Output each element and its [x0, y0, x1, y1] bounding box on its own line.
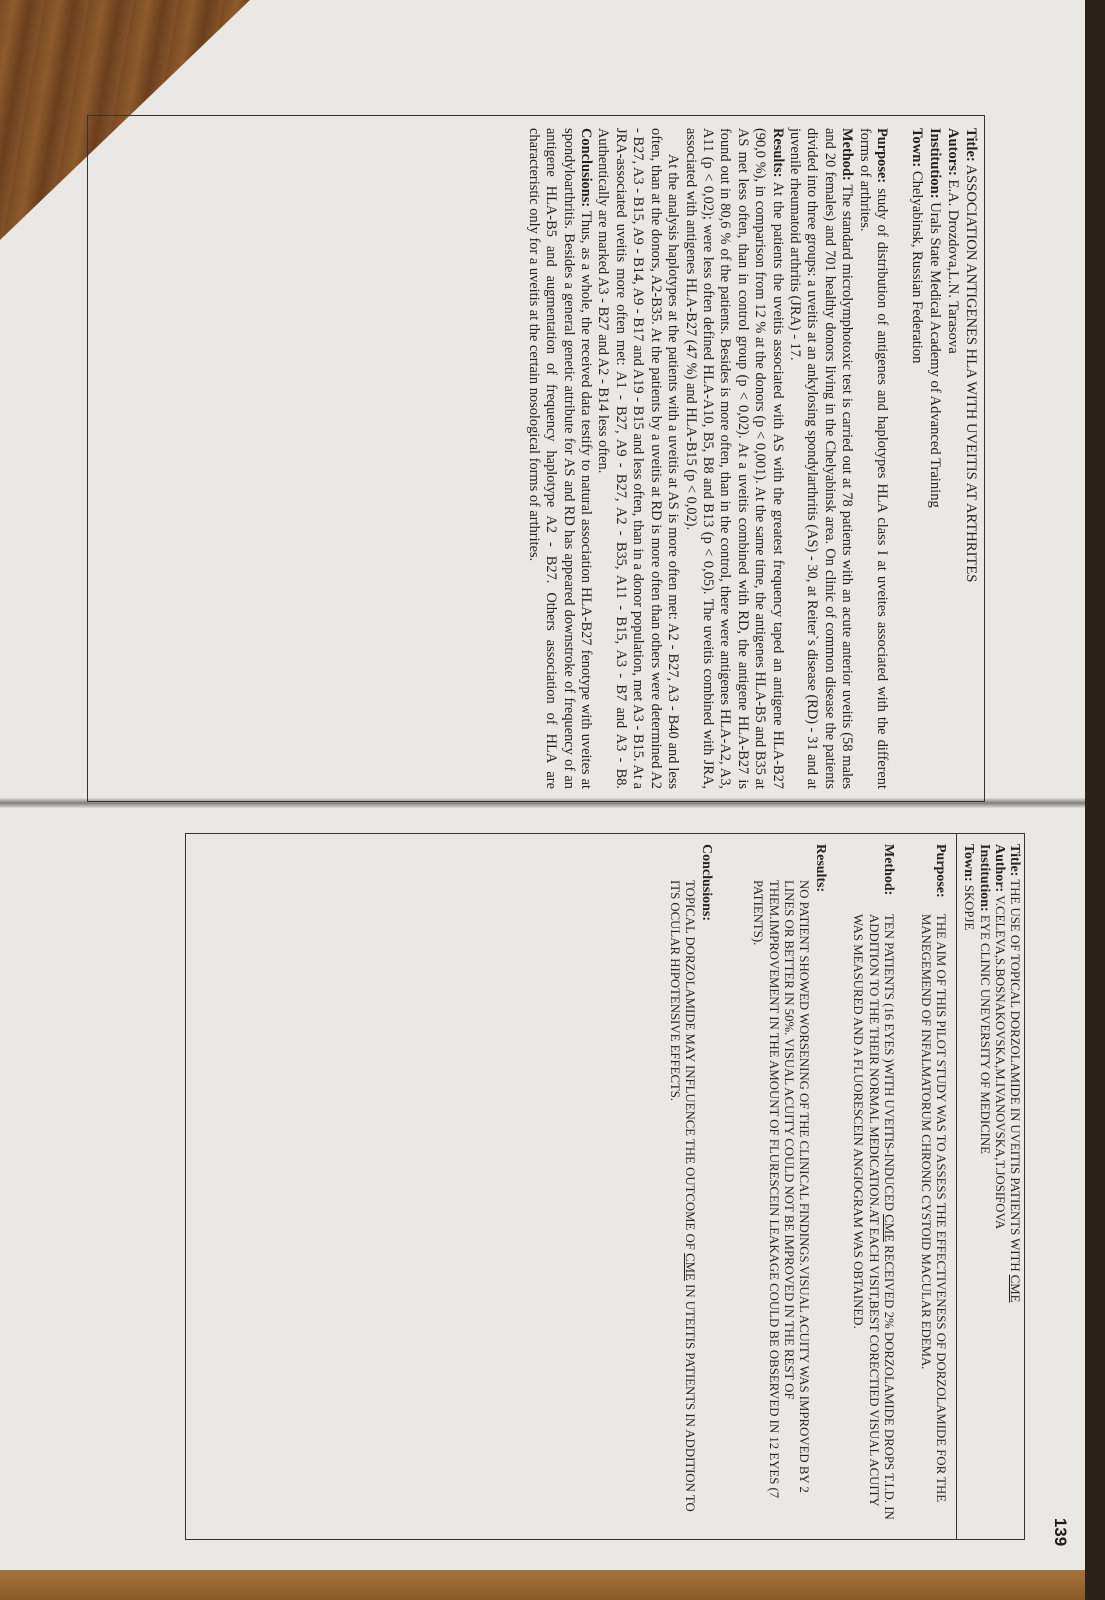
authors: E.A. Drozdova,L.N. Tarasova	[945, 179, 961, 354]
spacer	[890, 128, 908, 789]
authors-line	[944, 128, 962, 789]
method-paragraph	[786, 128, 856, 789]
abstract-title: THE USE OF TOPICAL DORZOLAMIDE IN UVEITIS PATIENTS WITH	[1008, 879, 1022, 1275]
title-label: Title:	[1007, 844, 1022, 877]
abstract-dorzolamide-cme	[185, 833, 1025, 1540]
results-label: Results:	[813, 844, 829, 893]
abstract-header	[956, 834, 1024, 1539]
purpose-label: Purpose:	[874, 128, 890, 184]
institution-line	[926, 128, 944, 789]
town-line	[908, 128, 926, 789]
town-label: Town:	[961, 844, 977, 882]
town: SKOPJE	[962, 884, 977, 931]
results-text: At the patients the uveitis associated with AS with the greatest frequency taped an antigene HLA-B27 (90,0 %), in comparison from 12 % at the donors (p < 0,001). At the same time, the antigenes HLA-B5 and B35 at AS met less often, than in control group (p < 0,02). At a uveitis combined with RD, the antigene HLA-B27 is found out in 80,6 % of the patients. Besides is more often, than in the control, there were antigenes HLA-A2, A3, A11 (p < 0,02); were less often defined HLA-A10, B5, B8 and B13 (p < 0,05). The uveitis combined with JRA, associated with antigenes HLA-B27 (47 %) and HLA-B15 (p < 0,02).	[682, 128, 786, 789]
method-text: The standard microlymphotoxic test is carried out at 78 patients with an acute anterior uveitis (58 males and 20 females) and 701 healthy donors living in the Chelyabinsk area. On clinic of common disease the patients divided into three groups: a uveitis at an ankylosing spondylarthritis (AS) - 30, at Reiter`s disease (RD) - 31 and at juvenile rheumatoid arthritis (JRA) - 17.	[786, 128, 856, 790]
purpose-section	[918, 834, 948, 1539]
institution-label: Institution:	[927, 128, 943, 199]
institution: EYE CLINIC UNEVERSITY OF MEDICINE	[977, 914, 992, 1154]
conclusions-section	[667, 834, 715, 1539]
conclusions-label: Conclusions:	[699, 844, 715, 922]
authors: V.CELEVA,S.BOSNAKOVSKA,M.IVANOVSKA,T.JOSIFOVA	[992, 895, 1007, 1230]
abstract-hla-uveitis	[87, 115, 985, 802]
method-label: Method:	[880, 844, 896, 896]
results-label: Results:	[769, 128, 786, 178]
results-section	[750, 834, 828, 1539]
conclusions-text-a: TOPICAL DORZOLAMIDE MAY INFLUENCE THE OUTCOME OF	[682, 880, 697, 1254]
town-label: Town:	[909, 128, 925, 168]
title-label: Title:	[963, 128, 979, 162]
haplotypes-paragraph: At the analysis haplotypes at the patients with a uveitis at AS is more often met: A2 - B27, A3 - B40 and less often, than at the donors, A2-B35. At the patients by a uveitis at RD is more often than others were determined A2 - B27, A3 - B15, A9 - B14, A9 - B17 and A19 - B15 and less often, than in a donor population, met A3 - B15. At a JRA-associated uveitis more often met: A1 - B27, A9 - B27, A2 - B35, A11 - B15, A3 - B7 and A3 - B8. Authentically are marked A3 - B27 and A2 - B14 less often.	[595, 128, 682, 789]
results-paragraph	[681, 128, 785, 789]
conclusions-text-b: IN UTEITIS PATIENTS IN ADDITION TO ITS OCULAR HIPOTENSIVE EFFECTS.	[667, 880, 697, 1512]
method-text	[850, 914, 896, 1529]
institution-line	[976, 844, 991, 1529]
cme-abbrev: CME	[1008, 1274, 1022, 1303]
town-line	[961, 844, 976, 1529]
purpose-text: THE AIM OF THIS PILOT STUDY WAS TO ASSESS THE EFFECTIVENESS OF DORZOLAMIDE FOR THE MANEGEMEND OF INFALMATORUM CHRONIC CYSTOID MACULAR EDEMA.	[918, 914, 949, 1503]
purpose-text: study of distribution of antigenes and haplotypes HLA class I at uveites associated with the different forms of arthrites.	[856, 128, 890, 789]
method-text-b: RECEIVED 2% DORZOLAMIDE DROPS T.I.D. IN ADDITION TO THE THEIR NORMAL MEDICATION.AT EACH VISIT,BEST CORECTIED VISUAL ACUITY WAS MEASURED AND A FLUORESCEIN ANGIOGRAM WAS OBTAINED.	[851, 914, 896, 1520]
author-label: Author:	[991, 844, 1007, 893]
page-edge-shadow	[1085, 0, 1105, 1600]
town: Chelyabinsk, Russian Federation	[909, 170, 925, 364]
conclusions-label: Conclusions:	[578, 128, 595, 208]
conclusions-text: Thus, as a whole, the received data testify to natural association HLA-B27 fenotype with uveites at spondyloarthritis. Besides a general genetic attribute for AS and RD has appeared downstroke of frequency of an antigene HLA-B5 and augmentation of frequency haplotype A2 - B27. Others association of HLA are characteristic only for a uveitis at the certain nosological forms of arthrites.	[525, 128, 595, 789]
institution-label: Institution:	[976, 844, 992, 912]
conclusions-text	[667, 880, 697, 1529]
page-number: 139	[1051, 1517, 1071, 1547]
purpose-paragraph	[855, 128, 890, 789]
abstract-title: ASSOCIATION ANTIGENES HLA WITH UVEITIS AT ARTHRITES	[963, 164, 979, 583]
cme-abbrev: CME	[682, 1253, 697, 1281]
institution: Urals State Medical Academy of Advanced Training	[927, 202, 943, 508]
method-text-a: TEN PATIENTS (16 EYES )WITH UVEITIS-INDUCED	[881, 914, 896, 1215]
method-label: Method:	[839, 128, 856, 181]
method-section	[850, 834, 896, 1539]
results-text: NO PATIENT SHOWED WORSENING OF THE CLINICAL FINDINGS.VISUAL ACUITY WAS IMPROVED BY 2 LINES OR BETTER IN 50%. VISUAL ACUITY COULD NOT BE IMPROVED IN THE REST OF THEM.IMPROVEMENT IN THE AMOUNT OF FLURESCEIN LEAKAGE COULD BE OBSERVED IN 12 EYES (7 PATIENTS).	[751, 880, 811, 1499]
authors-label: Autors:	[945, 128, 961, 176]
author-line	[992, 844, 1007, 1529]
abstract-title-line	[962, 128, 980, 789]
conclusions-paragraph	[524, 128, 594, 789]
cme-abbrev: CME	[881, 1214, 896, 1242]
abstract-title-line	[1007, 844, 1022, 1529]
purpose-label: Purpose:	[933, 844, 949, 898]
